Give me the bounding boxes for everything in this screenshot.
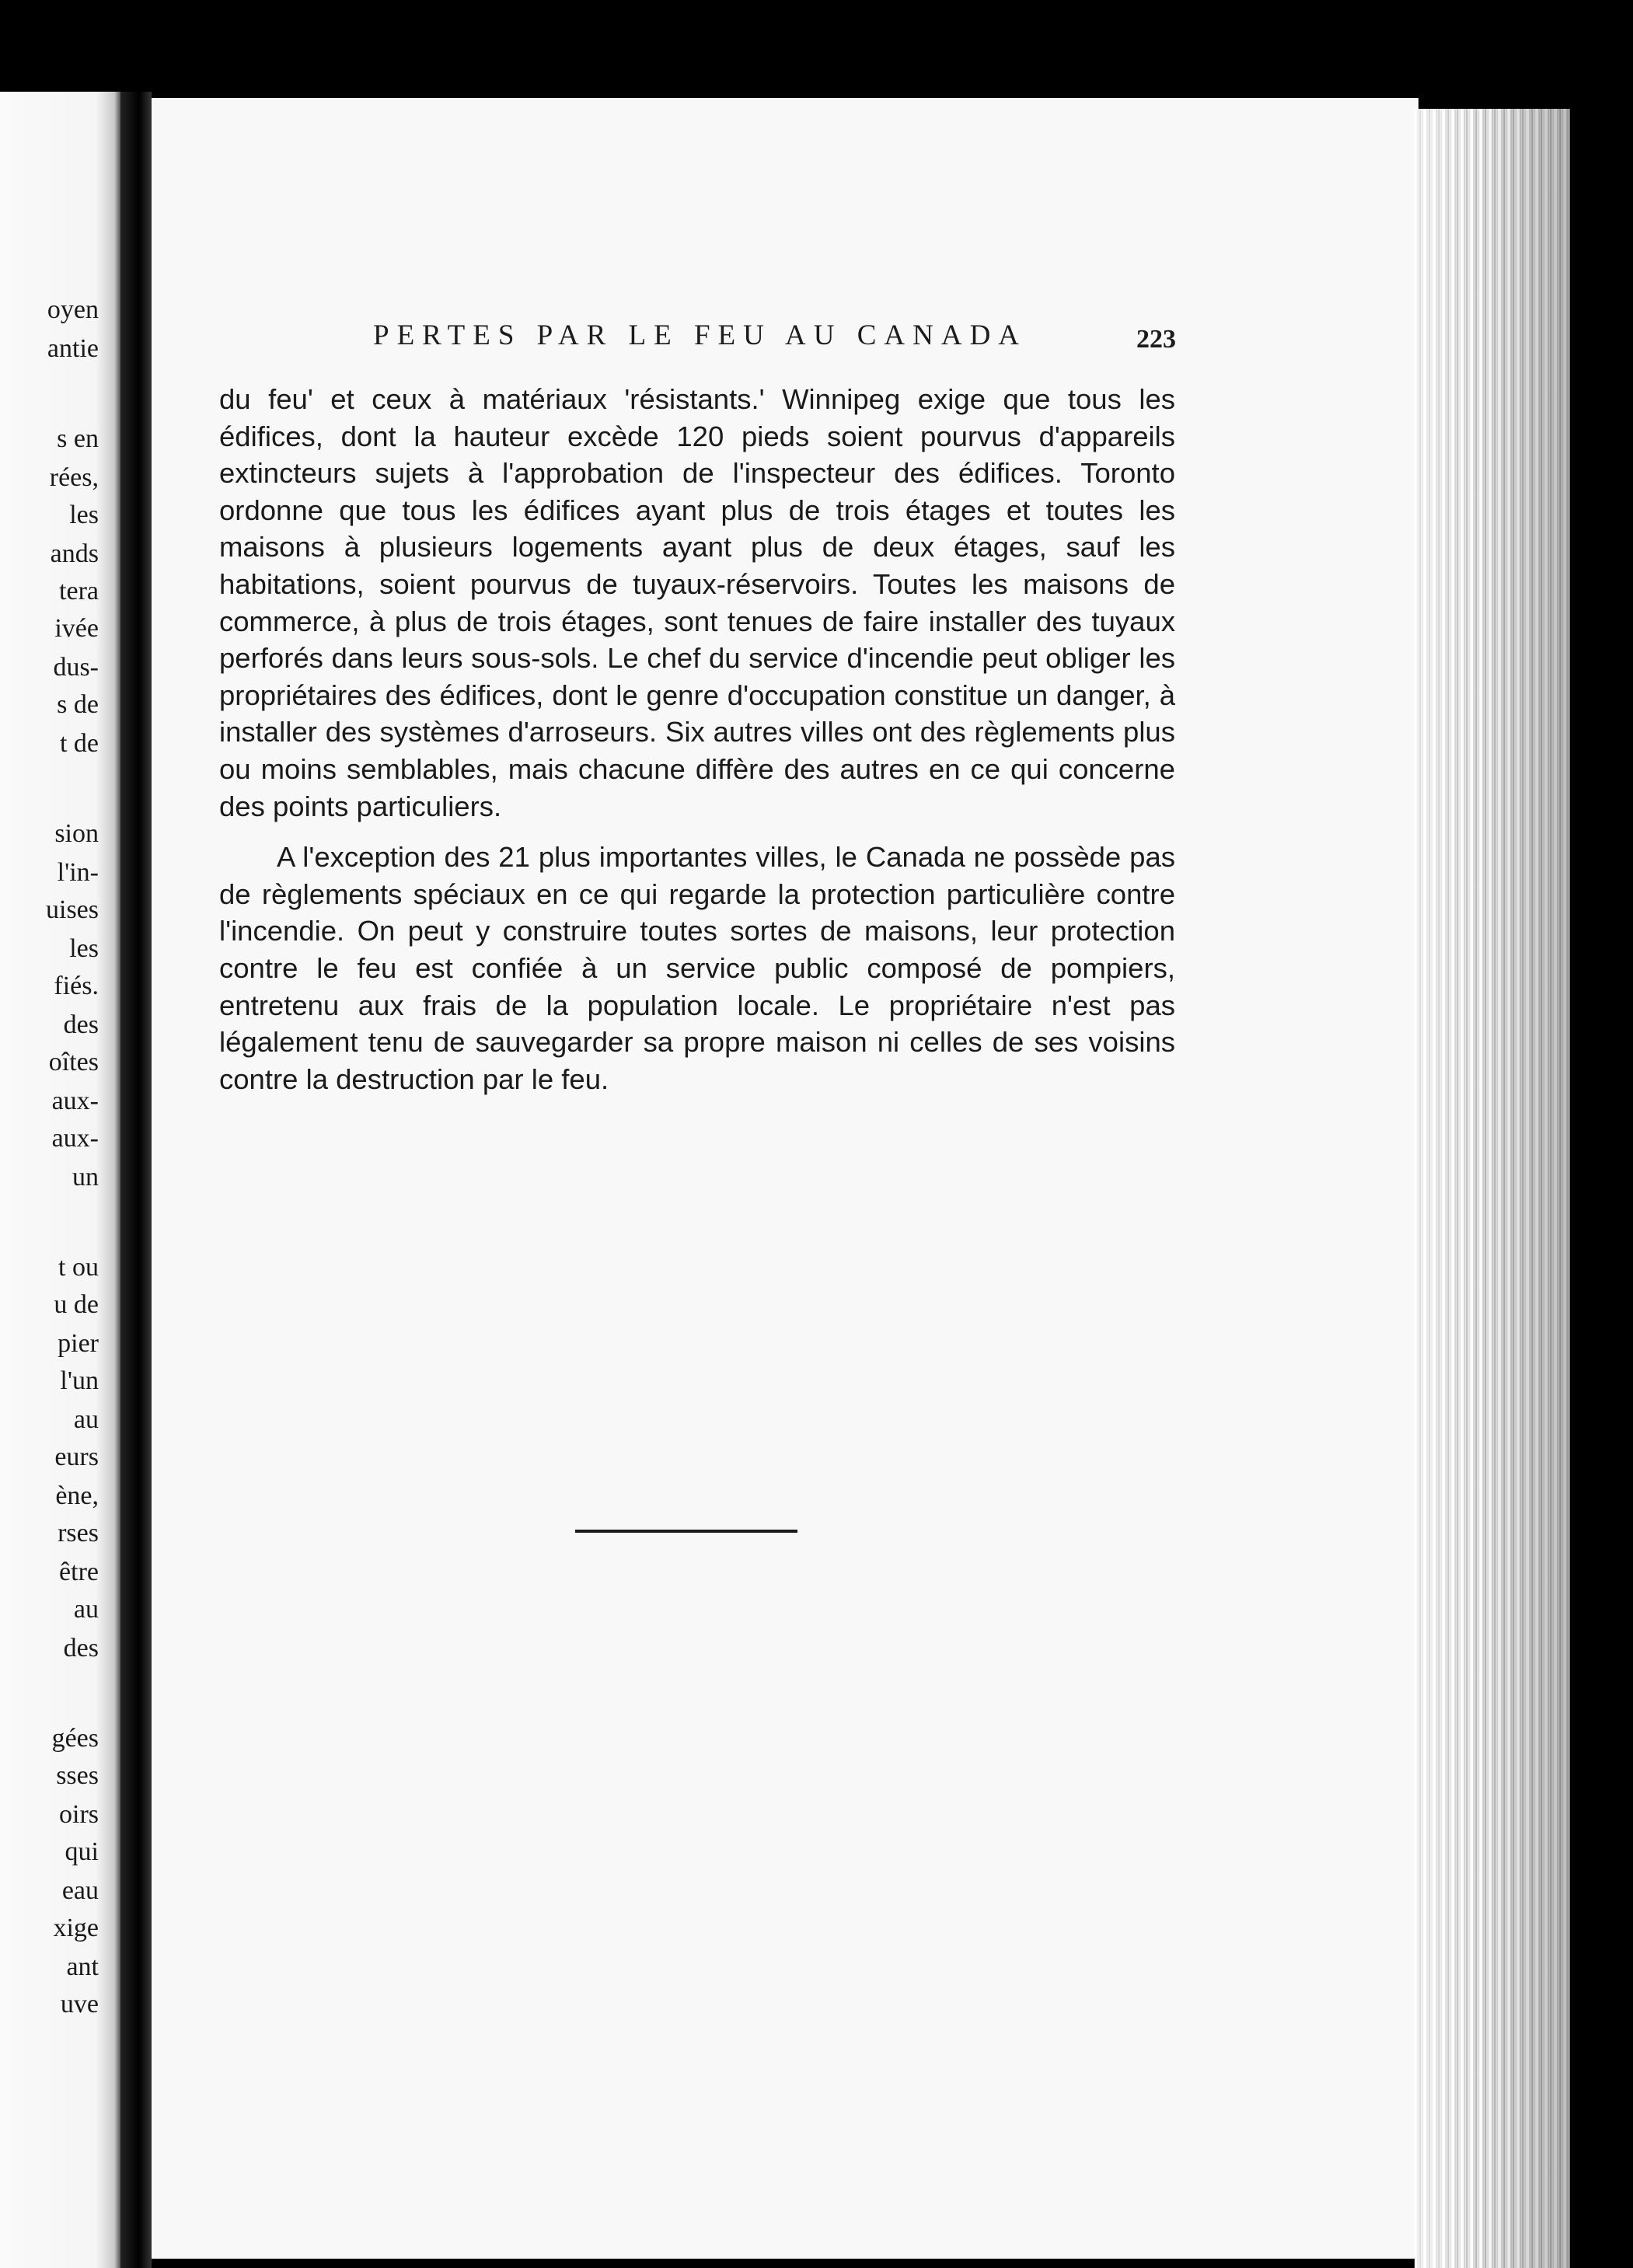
page-edges-shade	[1415, 109, 1570, 2268]
facing-page-fragment: uve	[60, 1990, 99, 2019]
facing-page-fragment: rées,	[49, 463, 99, 492]
facing-page-fragment: l'un	[60, 1366, 99, 1395]
facing-page-fragment: les	[69, 934, 99, 963]
facing-page-fragment: un	[72, 1163, 99, 1192]
facing-page-fragment: aux-	[51, 1087, 99, 1115]
facing-page-fragment: sion	[54, 819, 99, 848]
facing-page	[0, 92, 120, 2268]
paragraph: du feu' et ceux à matériaux 'résistants.' Winnipeg exige que tous les édifices, dont la hauteur excède 120 pieds soient pourvus d'appareils extincteurs sujets à l'approbation de l'inspecteur des édifices. Toronto ordonne que tous les édifices ayant plus de trois étages et toutes les maisons à plusieurs logements ayant plus de deux étages, sauf les habitations, soient pourvus de tuyaux-réservoirs. Toutes les maisons de commerce, à plus de trois étages, sont tenues de faire installer des tuyaux perforés dans leurs sous-sols. Le chef du service d'incendie peut obliger les propriétaires des édifices, dont le genre d'occupation constitue un danger, à installer des systèmes d'arroseurs. Six autres villes ont des règlements plus ou moins semblables, mais chacune diffère des autres en ce qui concerne des points particuliers.	[219, 383, 1175, 822]
facing-page-fragment: l'in-	[57, 858, 99, 887]
facing-page-fragment: au	[73, 1595, 99, 1624]
facing-page-fragment: oyen	[47, 295, 99, 324]
facing-page-fragment: antie	[47, 334, 99, 363]
body-text	[219, 381, 1175, 1097]
page-number: 223	[1136, 325, 1176, 354]
facing-page-fragment: rses	[58, 1519, 99, 1547]
facing-page-fragment: xige	[53, 1914, 99, 1942]
facing-page-fragment: dus-	[53, 653, 99, 682]
book-gutter	[120, 92, 152, 2268]
facing-page-fragment: les	[69, 501, 99, 529]
facing-page-fragment: gées	[51, 1724, 99, 1753]
facing-page-fragment: être	[59, 1558, 99, 1586]
facing-page-fragment: ène,	[55, 1481, 99, 1510]
facing-page-fragment: des	[63, 1010, 99, 1039]
facing-page-fragment: eau	[61, 1876, 99, 1905]
facing-page-fragment: ivée	[54, 614, 99, 643]
facing-page-fragment: tera	[59, 577, 99, 605]
facing-page-fragment: uises	[46, 895, 99, 924]
facing-page-fragment: des	[63, 1634, 99, 1663]
paragraph: A l'exception des 21 plus importantes villes, le Canada ne possède pas de règlements spéciaux en ce qui regarde la protection particulière contre l'incendie. On peut y construire toutes sortes de maisons, leur protection contre le feu est confiée à un service public composé de pompiers, entretenu aux frais de la population locale. Le propriétaire n'est pas légalement tenu de sauvegarder sa propre maison ni celles de ses voisins contre la destruction par le feu.	[219, 841, 1175, 1095]
facing-page-fragment: oîtes	[48, 1048, 99, 1076]
facing-page-fragment: eurs	[54, 1443, 99, 1471]
facing-page-fragment: t ou	[58, 1253, 99, 1282]
facing-page-fragment: ands	[50, 539, 99, 568]
facing-page-fragment: s de	[57, 690, 99, 719]
facing-page-fragment: fiés.	[54, 972, 99, 1000]
facing-page-fragment: oirs	[59, 1800, 99, 1829]
facing-page-fragment: pier	[58, 1329, 99, 1358]
facing-page-fragment: s en	[57, 424, 99, 453]
facing-page-fragment: sses	[56, 1761, 99, 1790]
facing-page-fragment: ant	[66, 1952, 99, 1981]
facing-page-fragment: qui	[65, 1837, 99, 1866]
facing-page-fragment: au	[73, 1405, 99, 1434]
section-rule	[575, 1530, 797, 1533]
facing-page-fragment: u de	[54, 1290, 99, 1319]
facing-page-fragment: aux-	[51, 1124, 99, 1153]
running-title: PERTES PAR LE FEU AU CANADA	[373, 319, 1028, 351]
facing-page-fragment: t de	[59, 729, 99, 758]
